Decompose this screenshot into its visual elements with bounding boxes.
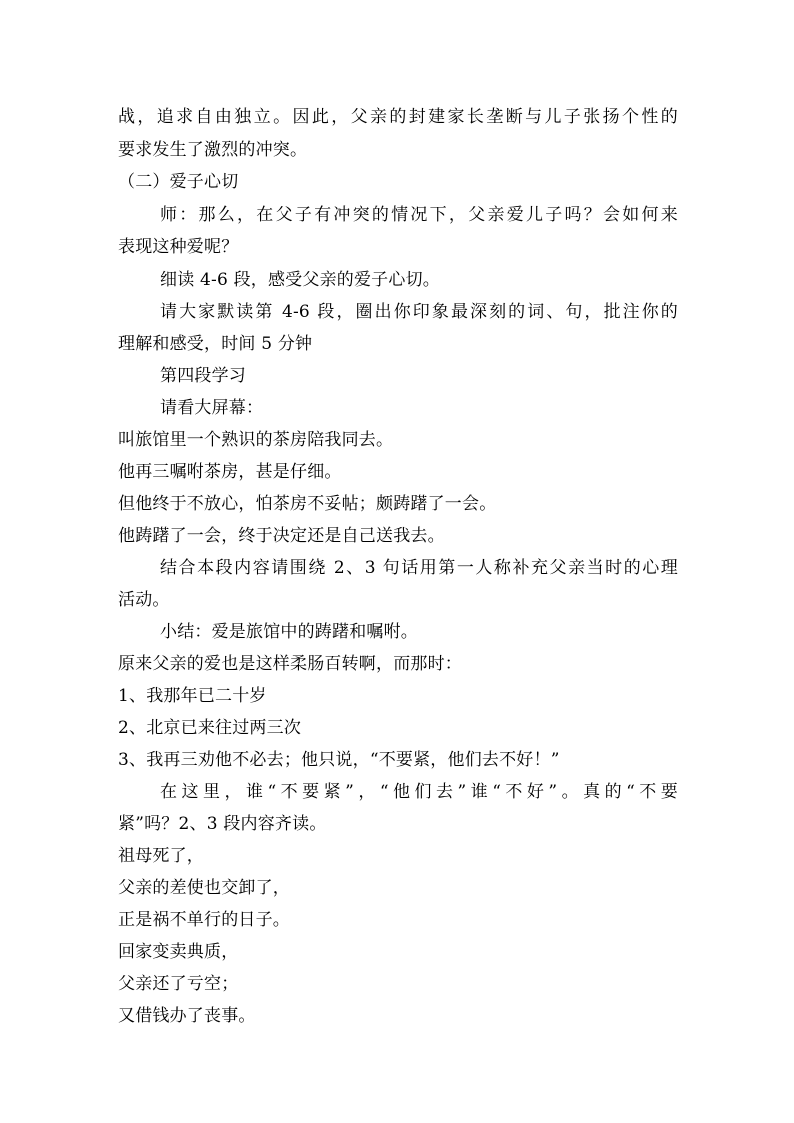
paragraph-line: 第四段学习 <box>160 366 246 386</box>
paragraph-line: 理解和感受，时间 5 分钟 <box>118 334 313 354</box>
quote-line: 祖母死了， <box>118 846 204 866</box>
paragraph-line: 原来父亲的爱也是这样柔肠百转啊，而那时： <box>118 654 462 674</box>
list-item: 3、我再三劝他不必去；他只说，“不要紧，他们去不好！” <box>118 750 560 770</box>
paragraph-line: 请看大屏幕： <box>160 398 264 418</box>
paragraph-line: 表现这种爱呢？ <box>118 237 239 257</box>
list-item: 2、北京已来往过两三次 <box>118 718 302 738</box>
paragraph-line: 在这里，谁“不要紧”，“他们去”谁“不好”。真的“不要 <box>160 782 678 802</box>
list-item: 1、我那年已二十岁 <box>118 686 267 706</box>
quote-line: 但他终于不放心，怕茶房不妥帖；颇踌躇了一会。 <box>118 494 497 514</box>
quote-line: 叫旅馆里一个熟识的茶房陪我同去。 <box>118 430 394 450</box>
paragraph-line: 要求发生了激烈的冲突。 <box>118 140 308 160</box>
paragraph-line: 小结：爱是旅馆中的踌躇和嘱咐。 <box>160 622 418 642</box>
quote-line: 他踌躇了一会，终于决定还是自己送我去。 <box>118 526 445 546</box>
quote-line: 他再三嘱咐茶房，甚是仔细。 <box>118 462 342 482</box>
quote-line: 父亲还了亏空； <box>118 974 239 994</box>
quote-line: 父亲的差使也交卸了， <box>118 878 290 898</box>
quote-line: 回家变卖典质， <box>118 942 239 962</box>
paragraph-line: 细读 4-6 段，感受父亲的爱子心切。 <box>160 270 440 290</box>
paragraph-line: 结合本段内容请围绕 2、3 句话用第一人称补充父亲当时的心理 <box>160 558 678 578</box>
quote-line: 又借钱办了丧事。 <box>118 1006 256 1026</box>
paragraph-line: 战，追求自由独立。因此，父亲的封建家长垄断与儿子张扬个性的 <box>118 107 678 127</box>
paragraph-line: 请大家默读第 4-6 段，圈出你印象最深刻的词、句，批注你的 <box>160 302 678 322</box>
quote-line: 正是祸不单行的日子。 <box>118 910 290 930</box>
paragraph-line: 活动。 <box>118 590 170 610</box>
section-heading: （二）爱子心切 <box>118 172 239 192</box>
paragraph-line: 紧”吗？2、3 段内容齐读。 <box>118 814 327 834</box>
paragraph-line: 师：那么，在父子有冲突的情况下，父亲爱儿子吗？会如何来 <box>160 205 678 225</box>
